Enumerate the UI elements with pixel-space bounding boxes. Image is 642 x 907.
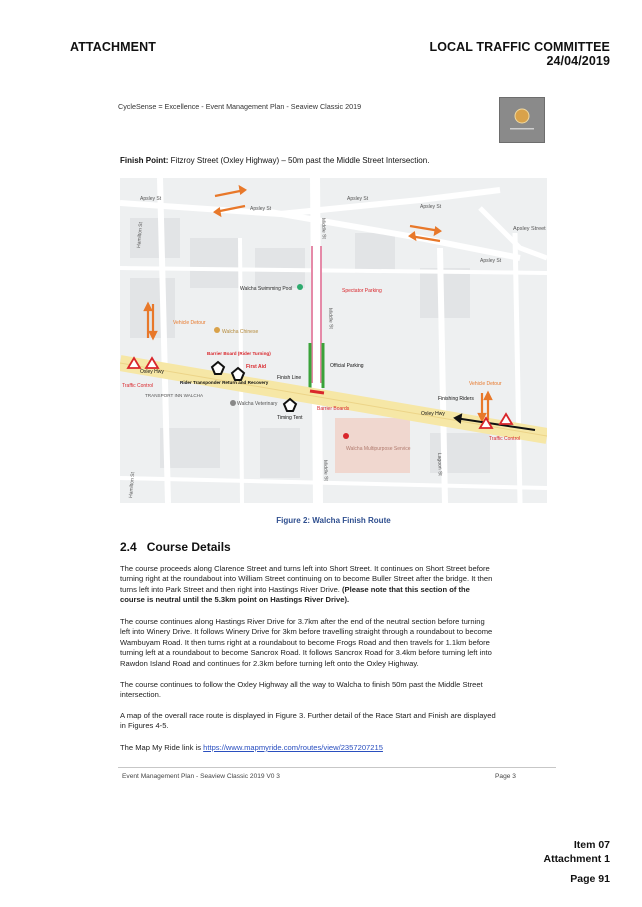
label-rider-transponder: Rider Transponder Return and Recovery [180,380,269,385]
label-apsley-1: Apsley St [140,196,162,202]
plan-footer-page: Page 3 [495,773,516,780]
p1-line: turns left into Park Street and then right into Hastings River Drive. (Please note that this section of the [120,584,470,594]
committee-date: 24/04/2019 [546,54,610,68]
p2-line: turning left at a roundabout to become Sancrox Road. It follows Sancrox Road for 3.4km before turning left into [120,648,492,658]
p4-line: A map of the overall race route is displayed in Figure 3. Further detail of the Race Start and Finish are displayed [120,711,496,720]
label-oxley-left: Oxley Hwy [140,369,164,375]
vet-pin [230,400,236,406]
label-traffic-control-right: Traffic Control [489,436,521,442]
p2-line: Rawdon Island Road and continues for 2.3km before turning left onto the Oxley Highway. [120,658,419,668]
chinese-pin [214,327,220,333]
paragraph-2 [120,617,492,669]
paragraph-3 [120,680,483,701]
footer-divider [118,767,556,768]
label-apsley-3: Apsley St [347,196,369,202]
label-spectator-parking: Spectator Parking [342,288,382,294]
p3-line: intersection. [120,690,161,700]
label-vehicle-detour-left: Vehicle Detour [173,320,206,326]
plan-footer-left: Event Management Plan - Seaview Classic 2019 V0 3 [122,773,280,780]
paragraph-5 [120,743,383,753]
cyclesense-logo [499,97,545,143]
label-finishing-riders: Finishing Riders [438,396,474,402]
label-traffic-control-left: Traffic Control [122,383,154,389]
item-number: Item 07 [573,839,610,851]
p2-line: The course continues along Hastings River Drive for 3.7km after the end of the neutral section before turning [120,617,485,626]
label-finish-line: Finish Line [277,375,302,381]
label-barrier-boards: Barrier Boards [317,406,350,412]
label-middle-3: Middle St [322,459,329,481]
attachment-number: Attachment 1 [543,853,610,865]
p2-line: left into Winery Drive. It follows Winery Drive for 3km before travelling straight through a roundabout to become [120,627,493,637]
finish-point-label: Finish Point: [120,156,169,165]
p4-line: in Figures 4-5. [120,721,169,731]
label-first-aid: First Aid [246,364,267,370]
plan-header: CycleSense = Excellence - Event Management Plan - Seaview Classic 2019 [118,102,362,111]
p3-line: The course continues to follow the Oxley Highway all the way to Walcha to finish 50m past the Middle Street [120,680,483,689]
paragraph-4 [120,711,496,732]
pool-pin [297,284,303,290]
p1-line [120,595,492,605]
attachment-header: ATTACHMENT [70,40,156,54]
map-svg [120,178,547,503]
page-number: Page 91 [570,873,610,885]
item-block [543,838,610,886]
p1-bold-note-b: course is neutral until the 5.3km point on Hastings River Drive). [120,595,350,605]
label-official-parking: Official Parking [330,363,364,369]
finish-route-map [120,178,547,503]
finish-point [120,156,429,165]
p1-line: The course proceeds along Clarence Street and turns left into Short Street. It continues on Short Street before [120,564,490,573]
committee-header [429,40,610,68]
label-lagoon: Lagoon St [436,452,443,476]
p5-prefix: The Map My Ride link is [120,743,204,752]
label-apsley-5: Apsley St [480,258,502,264]
label-barrier-board: Barrier Board (Rider Turning) [207,351,271,356]
label-apsley-2: Apsley St [250,206,272,212]
cyclesense-logo-icon [500,98,544,142]
label-swimming-pool: Walcha Swimming Pool [240,286,293,292]
figure-caption: Figure 2: Walcha Finish Route [276,516,391,525]
paragraph-1 [120,564,492,606]
p1-line: turning right at the roundabout into William Street continuing on to become Buller Street after the bridge. It then [120,574,493,584]
section-title-text: Course Details [146,540,231,554]
label-hamilton: Hamilton St [136,221,145,249]
mps-pin [343,433,349,439]
label-middle-1: Middle St [320,217,327,239]
label-transport-inn: TRANSPORT INN WALCHA [145,393,204,398]
label-oxley-right: Oxley Hwy [421,411,445,417]
label-vehicle-detour-right: Vehicle Detour [469,381,502,387]
committee-title: LOCAL TRAFFIC COMMITTEE [429,40,610,54]
section-title [120,540,231,554]
section-number: 2.4 [120,540,137,554]
finish-line-marker [310,391,324,393]
label-walcha-chinese: Walcha Chinese [222,329,259,335]
middle-street [315,178,318,503]
label-walcha-vet: Walcha Veterinary [237,401,278,407]
label-apsley-street: Apsley Street [513,226,546,232]
label-middle-2: Middle St [327,307,334,329]
p2-line: Wambuyam Road. It then turns right at a roundabout to become Frogs Road and then travels for 1.1km before [120,637,490,647]
label-walcha-mps: Walcha Multipurpose Service [346,446,411,452]
map-my-ride-link[interactable]: https://www.mapmyride.com/routes/view/2357207215 [203,743,383,752]
p1-bold-note-a: (Please note that this section of the [342,584,470,594]
label-apsley-4: Apsley St [420,204,442,210]
label-timing-tent: Timing Tent [277,415,303,421]
label-hamilton-2: Hamilton St [128,471,137,499]
finish-point-text: Fitzroy Street (Oxley Highway) – 50m past the Middle Street Intersection. [168,156,430,165]
